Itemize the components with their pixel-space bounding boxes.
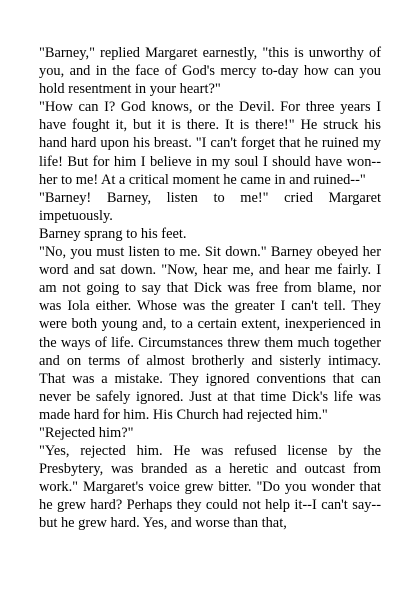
paragraph-4: Barney sprang to his feet. xyxy=(39,225,187,242)
paragraph-2: "How can I? God knows, or the Devil. For three years I have fought it, but it is there. It is there!" He struck his hand hard upon his breast. "I can't forget that he ruined my life! But for him I believe in my soul I should have won--her to me! At a critical moment he came in and ruined--" xyxy=(39,99,381,188)
paragraph-3: "Barney! Barney, listen to me!" cried Margaret impetuously. xyxy=(39,189,381,224)
paragraph-1: "Barney," replied Margaret earnestly, "this is unworthy of you, and in the face of God's mercy to-day how can you hold resentment in your heart?" xyxy=(39,45,381,98)
paragraph-7: "Yes, rejected him. He was refused license by the Presbytery, was branded as a heretic and outcast from work." Margaret's voice grew bitter. "Do you wonder that he grew hard? Perhaps they could not help it--I can't say--but he grew hard. Yes, and worse than that, xyxy=(39,443,381,532)
paragraph-5: "No, you must listen to me. Sit down." Barney obeyed her word and sat down. "Now, hear me, and hear me fairly. I am not going to say that Dick was free from blame, nor was Iola either. Whose was the greater I can't tell. They were both young and, to a certain extent, inexperienced in the ways of life. Circumstances threw them much together and on terms of almost brotherly and sisterly intimacy. That was a mistake. They ignored conventions that can never be safely ignored. Just at that time Dick's life was made hard for him. His Church had rejected him." xyxy=(39,244,381,423)
paragraph-6: "Rejected him?" xyxy=(39,424,134,441)
book-page xyxy=(39,44,381,533)
